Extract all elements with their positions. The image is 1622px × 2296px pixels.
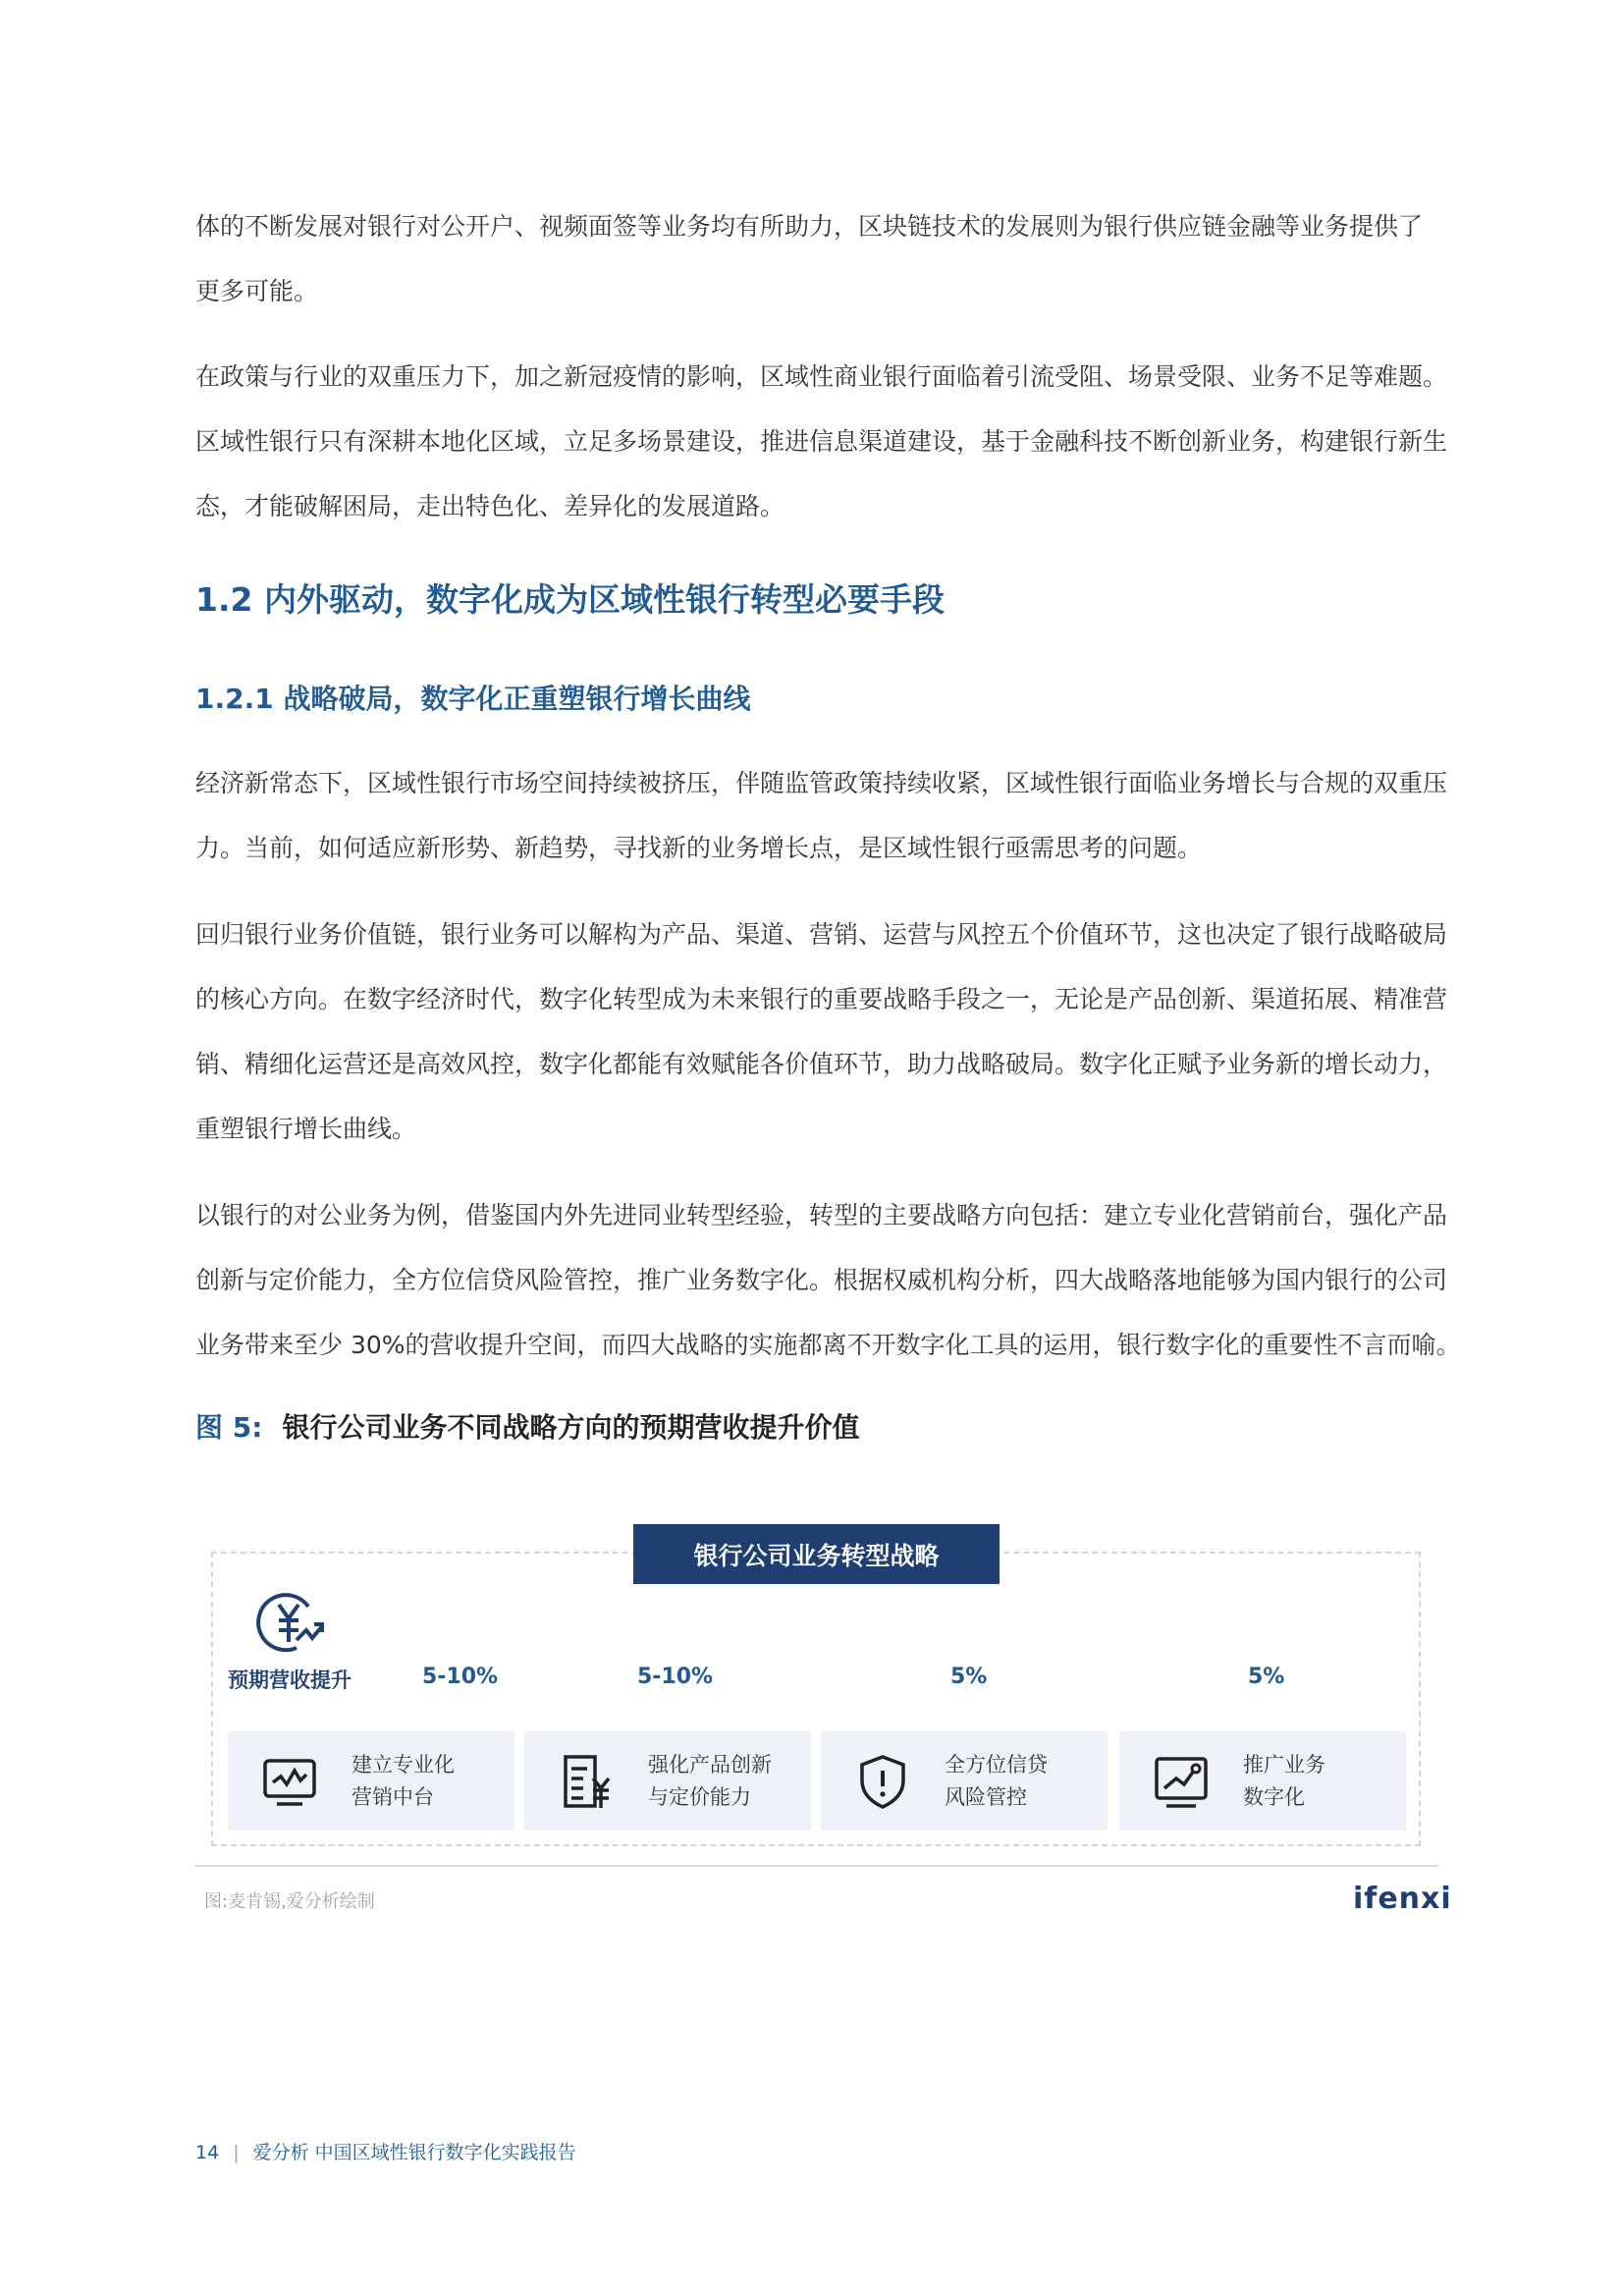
strategy-name-line1: 强化产品创新 [648,1753,772,1777]
strategy-name-line1: 推广业务 [1243,1753,1325,1777]
strategy-name-line2: 数字化 [1243,1785,1305,1809]
text-line: 区域性银行只有深耕本地化区域，立足多场景建设，推进信息渠道建设，基于金融科技不断创新业务，构建银行新生 [195,427,1448,456]
text-line: 经济新常态下，区域性银行市场空间持续被挤压，伴随监管政策持续收紧，区域性银行面临业务增长与合规的双重压 [195,769,1448,797]
text-line: 业务带来至少 30%的营收提升空间，而四大战略的实施都离不开数字化工具的运用，银行数字化的重要性不言而喻。 [195,1331,1461,1359]
chart-monitor-icon [261,1753,318,1810]
strategy-name-line1: 建立专业化 [351,1753,455,1777]
strategy-name-line2: 风险管控 [945,1785,1027,1809]
footer-title: 爱分析 中国区域性银行数字化实践报告 [252,2142,576,2163]
revenue-label: 预期营收提升 [228,1668,351,1692]
strategy-name-line1: 全方位信贷 [945,1753,1048,1777]
paragraph-2 [195,345,1448,539]
strategy-name-line2: 营销中台 [351,1785,434,1809]
footer-separator: | [233,2142,240,2163]
text-line: 态，才能破解困局，走出特色化、差异化的发展道路。 [195,492,785,520]
shield-icon [854,1753,911,1810]
text-line: 回归银行业务价值链，银行业务可以解构为产品、渠道、营销、运营与风控五个价值环节，这也决定了银行战略破局 [195,920,1448,949]
figure-title: 银行公司业务不同战略方向的预期营收提升价值 [282,1411,860,1444]
revenue-value: 5-10% [637,1665,714,1689]
text-line: 更多可能。 [195,277,319,305]
paragraph-1 [195,194,1438,324]
figure-source: 图:麦肯锡,爱分析绘制 [204,1891,375,1912]
revenue-value: 5% [950,1665,988,1689]
growth-chart-icon [1153,1753,1210,1810]
text-line: 销、精细化运营还是高效风控，数字化都能有效赋能各价值环节，助力战略破局。数字化正赋予业务新的增长动力， [195,1050,1448,1078]
revenue-value: 5% [1248,1665,1285,1689]
text-line: 体的不断发展对银行对公开户、视频面签等业务均有所助力，区块链技术的发展则为银行供应链金融等业务提供了 [195,212,1424,241]
yuan-growth-icon [253,1587,324,1658]
figure-number: 图 5: [195,1411,263,1444]
paragraph-5 [195,1183,1461,1378]
page-footer [195,2138,576,2164]
text-line: 以银行的对公业务为例，借鉴国内外先进同业转型经验，转型的主要战略方向包括：建立专业化营销前台，强化产品 [195,1201,1448,1230]
paragraph-4 [195,902,1448,1162]
strategy-card [228,1731,514,1831]
figure-banner: 银行公司业务转型战略 [633,1524,1000,1584]
strategy-card [1119,1731,1406,1831]
text-line: 重塑银行增长曲线。 [195,1115,417,1143]
revenue-value: 5-10% [422,1665,499,1689]
strategy-card [524,1731,811,1831]
text-line: 创新与定价能力，全方位信贷风险管控，推广业务数字化。根据权威机构分析，四大战略落地能够为国内银行的公司 [195,1266,1448,1294]
figure-caption [195,1406,859,1446]
page-number: 14 [195,2142,220,2163]
figure-divider [195,1865,1438,1867]
paragraph-3 [195,751,1448,881]
section-heading: 1.2 内外驱动，数字化成为区域性银行转型必要手段 [195,580,945,619]
document-yuan-icon [558,1753,615,1810]
strategy-name-line2: 与定价能力 [648,1785,751,1809]
text-line: 力。当前，如何适应新形势、新趋势，寻找新的业务增长点，是区域性银行亟需思考的问题。 [195,834,1203,862]
text-line: 的核心方向。在数字经济时代，数字化转型成为未来银行的重要战略手段之一，无论是产品创新、渠道拓展、精准营 [195,985,1448,1013]
text-line: 在政策与行业的双重压力下，加之新冠疫情的影响，区域性商业银行面临着引流受阻、场景受限、业务不足等难题。 [195,362,1448,391]
ifenxi-logo: ifenxi [1353,1882,1452,1916]
strategy-card [821,1731,1108,1831]
subsection-heading: 1.2.1 战略破局，数字化正重塑银行增长曲线 [195,683,751,715]
